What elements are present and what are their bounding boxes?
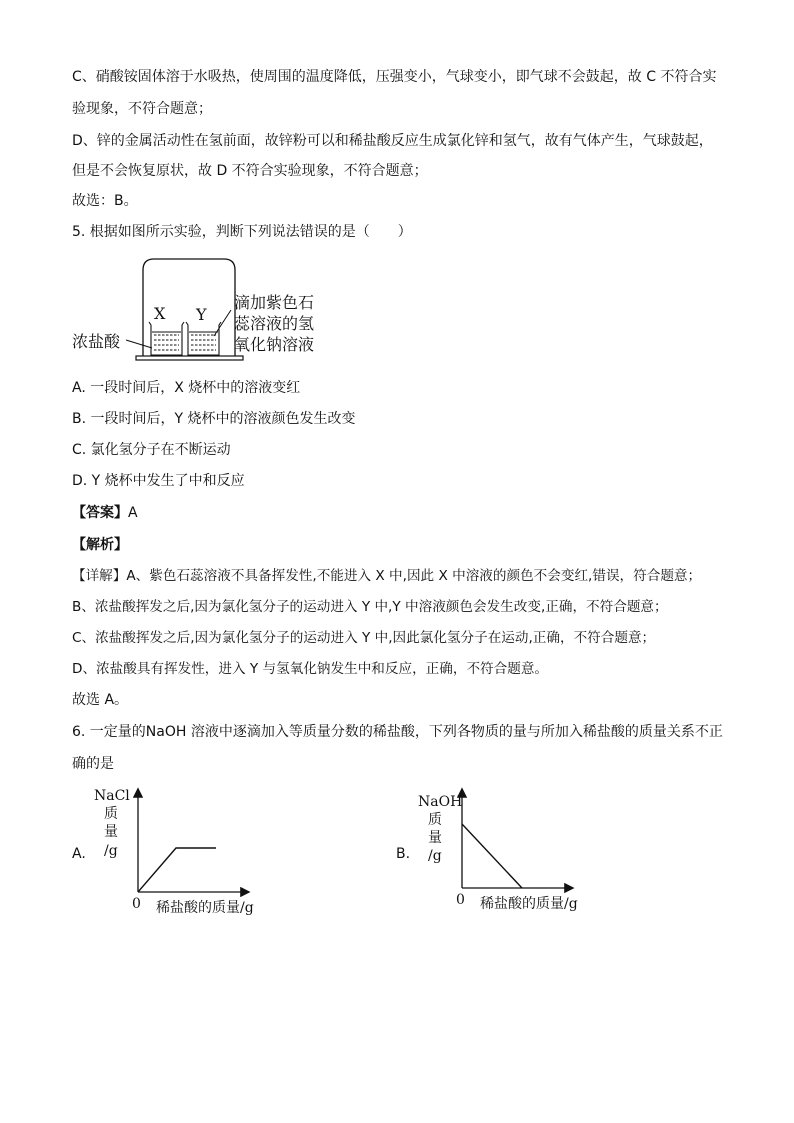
- leader-left: [126, 340, 152, 348]
- q6-stem-2: 确的是: [72, 756, 114, 772]
- q5-detail-b: B、浓盐酸挥发之后,因为氯化氢分子的运动进入 Y 中,Y 中溶液颜色会发生改变,正确，不符合题意；: [72, 599, 668, 615]
- q5-stem: 5. 根据如图所示实验，判断下列说法错误的是（ ）: [72, 224, 412, 240]
- y-label-4: /g: [428, 848, 442, 864]
- q5-option-a: A. 一段时间后，X 烧杯中的溶液变红: [72, 380, 301, 396]
- analysis-d-line-1: D、锌的金属活动性在氢前面，故锌粉可以和稀盐酸反应生成氯化锌和氢气，故有气体产生，气球鼓起，: [72, 133, 713, 149]
- beaker-x: [149, 322, 184, 355]
- y-label-1: NaOH: [418, 794, 463, 810]
- x-label: 稀盐酸的质量/g: [156, 900, 254, 916]
- q6-graph-a: [90, 782, 280, 920]
- q6-option-a-label: A.: [72, 846, 86, 862]
- analysis-tag: 【解析】: [72, 537, 128, 553]
- q6-graph-b: [414, 782, 604, 920]
- base-plate: [136, 356, 243, 360]
- y-label-4: /g: [104, 843, 118, 859]
- label-y: Y: [196, 305, 207, 324]
- label-right-1: 滴加紫色石: [234, 293, 315, 312]
- y-label-1: NaCl: [94, 788, 130, 804]
- answer-value: A: [128, 505, 138, 521]
- answer-tag: 【答案】: [72, 505, 128, 521]
- q5-conclusion: 故选 A。: [72, 692, 129, 708]
- q5-option-b: B. 一段时间后，Y 烧杯中的溶液颜色发生改变: [72, 411, 356, 427]
- q6-option-b-label: B.: [396, 846, 411, 862]
- q5-option-c: C. 氯化氢分子在不断运动: [72, 442, 231, 458]
- x-label: 稀盐酸的质量/g: [480, 896, 578, 912]
- y-label-3: 量: [104, 824, 118, 840]
- q5-figure: [70, 252, 330, 364]
- q5-detail-a: 【详解】A、紫色石蕊溶液不具备挥发性,不能进入 X 中,因此 X 中溶液的颜色不会变红,错误，符合题意；: [72, 568, 702, 584]
- q5-detail-c: C、浓盐酸挥发之后,因为氯化氢分子的运动进入 Y 中,因此氯化氢分子在运动,正确，不符合题意；: [72, 630, 656, 646]
- origin-label: 0: [132, 896, 141, 912]
- label-hcl: 浓盐酸: [72, 332, 121, 351]
- analysis-c-line-1: C、硝酸铵固体溶于水吸热，使周围的温度降低，压强变小，气球变小，即气球不会鼓起，故 C 不符合实: [72, 69, 717, 85]
- y-label-3: 量: [428, 830, 442, 846]
- label-right-2: 蕊溶液的氢: [234, 314, 315, 333]
- leader-right: [214, 310, 231, 336]
- q5-option-d: D. Y 烧杯中发生了中和反应: [72, 473, 245, 489]
- naoh-curve: [462, 824, 522, 888]
- q5-answer: [72, 503, 138, 523]
- analysis-c-line-2: 验现象，不符合题意；: [72, 101, 212, 117]
- label-right-3: 氧化钠溶液: [234, 335, 315, 354]
- q6-stem-1: 6. 一定量的NaOH 溶液中逐滴加入等质量分数的稀盐酸，下列各物质的量与所加入稀盐酸的质量关系不正: [72, 724, 723, 740]
- analysis-d-line-2: 但是不会恢复原状，故 D 不符合实验现象，不符合题意；: [72, 163, 428, 179]
- label-x: X: [154, 304, 166, 323]
- nacl-curve: [138, 848, 216, 892]
- beaker-y: [186, 322, 221, 355]
- y-label-2: 质: [104, 806, 118, 822]
- q5-detail-d: D、浓盐酸具有挥发性，进入 Y 与氢氧化钠发生中和反应，正确，不符合题意。: [72, 661, 549, 677]
- y-label-2: 质: [428, 812, 442, 828]
- origin-label: 0: [456, 892, 465, 908]
- previous-answer: 故选：B。: [72, 193, 138, 209]
